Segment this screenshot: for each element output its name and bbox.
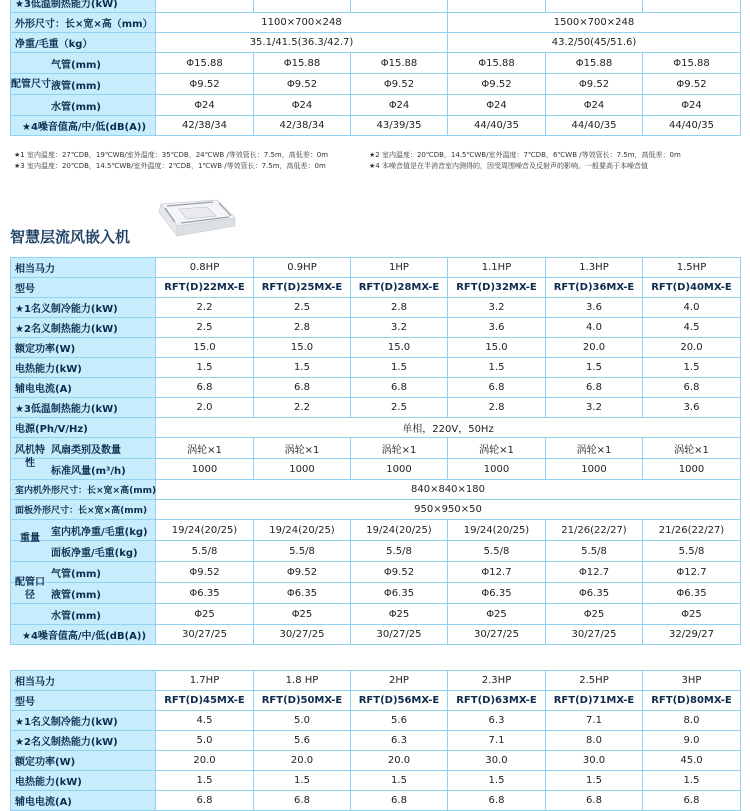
merged-cell: 840×840×180 (156, 480, 741, 500)
merged-cell: 单相，220V，50Hz (156, 418, 741, 438)
footnotes (14, 150, 744, 172)
table-row (11, 418, 741, 438)
table-cell: 3HP (643, 671, 741, 691)
table-cell: Φ25 (351, 604, 448, 625)
table-cell: RFT(D)50MX-E (254, 691, 351, 711)
table-row (11, 378, 741, 398)
table-cell (254, 0, 351, 13)
table-row (11, 625, 741, 645)
table-row (11, 771, 741, 791)
table-cell (546, 0, 643, 13)
table-row (11, 398, 741, 418)
table-row (11, 459, 741, 480)
table-cell: 5.5/8 (546, 541, 643, 562)
table-cell: 7.1 (448, 731, 546, 751)
row-label: 辅电电流(A) (11, 791, 156, 811)
table-cell: 44/40/35 (643, 116, 741, 136)
table-cell: 30.0 (546, 751, 643, 771)
table-cell: RFT(D)45MX-E (156, 691, 254, 711)
table-cell: 2.2 (156, 298, 254, 318)
table-cell: Φ9.52 (546, 74, 643, 95)
row-label: ★4噪音值高/中/低(dB(A)) (11, 625, 156, 645)
table-cell: 涡轮×1 (643, 438, 741, 459)
table-cell: 8.0 (546, 731, 643, 751)
table-cell: 2.0 (156, 398, 254, 418)
merged-cell: 35.1/41.5(36.3/42.7) (156, 33, 448, 53)
table-cell: 1.5 (546, 771, 643, 791)
table-cell: 15.0 (448, 338, 546, 358)
table-cell: 20.0 (351, 751, 448, 771)
table-cell: 0.9HP (254, 258, 351, 278)
table-cell: 6.8 (156, 791, 254, 811)
row-label: 面板净重/毛重(kg) (51, 547, 138, 559)
table-cell: RFT(D)32MX-E (448, 278, 546, 298)
table-cell: Φ6.35 (546, 583, 643, 604)
table-cell: 19/24(20/25) (448, 520, 546, 541)
row-label: 面板外形尺寸：长×宽×高(mm) (11, 500, 156, 520)
row-label: 电源(Ph/V/Hz) (11, 418, 156, 438)
footnote: ★4 本噪音值是在半消音室内测得的，因受周围噪音及反射声的影响，一般要高于本噪音值 (369, 162, 648, 170)
table-cell: Φ15.88 (546, 53, 643, 74)
merged-cell: 1100×700×248 (156, 13, 448, 33)
table-row (11, 318, 741, 338)
table-cell: 涡轮×1 (546, 438, 643, 459)
table-cell: 4.5 (643, 318, 741, 338)
group-label: 重量 (20, 533, 40, 544)
table-cell: 30/27/25 (254, 625, 351, 645)
table-cell: 1000 (351, 459, 448, 480)
table-cell: RFT(D)63MX-E (448, 691, 546, 711)
table-cell: 涡轮×1 (448, 438, 546, 459)
table-cell (351, 0, 448, 13)
row-label: 风扇类别及数量 (51, 444, 121, 456)
table-cell: 19/24(20/25) (156, 520, 254, 541)
row-label: 标准风量(m³/h) (51, 465, 126, 477)
row-label: ★3低温制热能力(kW) (11, 0, 156, 13)
table-cell: 3.6 (448, 318, 546, 338)
footnote: ★3 室内温度：20℃DB，14.5℃WB/室外温度：2℃DB，1℃WB /等效管长：7.5m，高低差：0m (14, 162, 326, 170)
table-row (11, 278, 741, 298)
table-cell: 1.8 HP (254, 671, 351, 691)
table-row (11, 671, 741, 691)
table-cell: 1.5 (643, 771, 741, 791)
table-cell: 1.5 (643, 358, 741, 378)
table-cell: 涡轮×1 (156, 438, 254, 459)
table-row (11, 74, 741, 95)
group-label: 风机特性 (15, 445, 45, 469)
row-label: 型号 (11, 691, 156, 711)
table-cell: 3.6 (546, 298, 643, 318)
table-row (11, 691, 741, 711)
table-row (11, 338, 741, 358)
table-cell: 20.0 (156, 751, 254, 771)
row-label: 室内机净重/毛重(kg) (51, 526, 148, 538)
table-cell: Φ9.52 (156, 74, 254, 95)
table-cell: 6.8 (351, 378, 448, 398)
table-cell: 5.5/8 (448, 541, 546, 562)
table-cell: 4.0 (643, 298, 741, 318)
table-cell: 45.0 (643, 751, 741, 771)
table-cell: 42/38/34 (254, 116, 351, 136)
table-cell: 19/24(20/25) (351, 520, 448, 541)
table-cell: 43/39/35 (351, 116, 448, 136)
row-label: 液管(mm) (51, 589, 101, 601)
table-cell: 涡轮×1 (254, 438, 351, 459)
table-cell: 30/27/25 (156, 625, 254, 645)
table-cell: 6.3 (351, 731, 448, 751)
table-cell: Φ6.35 (254, 583, 351, 604)
table-row (11, 562, 741, 583)
table-cell: RFT(D)71MX-E (546, 691, 643, 711)
table-cell: 30/27/25 (448, 625, 546, 645)
table-cell: 2.5 (156, 318, 254, 338)
table-row (11, 13, 741, 33)
table-cell: RFT(D)40MX-E (643, 278, 741, 298)
table-cell: 1.5 (351, 358, 448, 378)
table-cell: RFT(D)36MX-E (546, 278, 643, 298)
merged-cell: 43.2/50(45/51.6) (448, 33, 741, 53)
table-cell: Φ9.52 (643, 74, 741, 95)
table-row (11, 791, 741, 811)
table-cell: 15.0 (156, 338, 254, 358)
table-cell: 6.3 (448, 711, 546, 731)
table-cell: 2.2 (254, 398, 351, 418)
table-cell: 1.5HP (643, 258, 741, 278)
table-cell: 6.8 (254, 791, 351, 811)
table-row (11, 480, 741, 500)
merged-cell: 950×950×50 (156, 500, 741, 520)
table-cell: 19/24(20/25) (254, 520, 351, 541)
table-cell: Φ25 (643, 604, 741, 625)
table-cell: 5.5/8 (643, 541, 741, 562)
table-cell: 15.0 (351, 338, 448, 358)
row-label: 额定功率(W) (11, 751, 156, 771)
table-cell: 7.1 (546, 711, 643, 731)
table-cell: 5.0 (254, 711, 351, 731)
table-row (11, 541, 741, 562)
table-cell: Φ6.35 (448, 583, 546, 604)
table-cell: 5.0 (156, 731, 254, 751)
table-cell: 1000 (254, 459, 351, 480)
table-cell: 42/38/34 (156, 116, 254, 136)
spec-table-top (10, 0, 741, 136)
table-cell: Φ24 (448, 95, 546, 116)
spec-table-main (10, 257, 741, 645)
table-cell: 3.2 (546, 398, 643, 418)
table-cell: 3.2 (351, 318, 448, 338)
table-cell: 2.3HP (448, 671, 546, 691)
table-cell: 2.8 (254, 318, 351, 338)
row-label: ★4噪音值高/中/低(dB(A)) (11, 116, 156, 136)
row-label: ★3低温制热能力(kW) (11, 398, 156, 418)
table-cell: 1.3HP (546, 258, 643, 278)
table-cell: Φ6.35 (643, 583, 741, 604)
table-cell: Φ24 (254, 95, 351, 116)
table-cell: 6.8 (156, 378, 254, 398)
table-cell: 5.5/8 (254, 541, 351, 562)
row-label: ★2名义制热能力(kW) (11, 731, 156, 751)
table-cell: 2.8 (351, 298, 448, 318)
table-row (11, 116, 741, 136)
table-row (11, 95, 741, 116)
table-row (11, 731, 741, 751)
table-cell: 3.6 (643, 398, 741, 418)
table-row (11, 583, 741, 604)
table-cell: 1000 (156, 459, 254, 480)
table-cell: 4.5 (156, 711, 254, 731)
table-cell: 6.8 (448, 378, 546, 398)
table-cell: RFT(D)56MX-E (351, 691, 448, 711)
table-row (11, 258, 741, 278)
table-cell: 6.8 (351, 791, 448, 811)
table-cell: 1000 (546, 459, 643, 480)
table-cell: 1.5 (448, 358, 546, 378)
table-row (11, 711, 741, 731)
table-cell: Φ9.52 (254, 74, 351, 95)
table-row (11, 298, 741, 318)
row-label: 水管(mm) (51, 610, 101, 622)
table-cell: Φ24 (156, 95, 254, 116)
table-cell: Φ12.7 (546, 562, 643, 583)
row-label: ★1名义制冷能力(kW) (11, 298, 156, 318)
table-cell: 8.0 (643, 711, 741, 731)
row-label: 电热能力(kW) (11, 358, 156, 378)
table-row (11, 358, 741, 378)
cassette-unit-image (141, 196, 237, 246)
row-label: 净重/毛重（kg） (11, 33, 156, 53)
row-label: 型号 (11, 278, 156, 298)
table-cell: 6.8 (546, 378, 643, 398)
table-cell: 6.8 (643, 378, 741, 398)
table-cell: 1HP (351, 258, 448, 278)
table-cell: 涡轮×1 (351, 438, 448, 459)
table-row (11, 0, 741, 13)
table-cell: Φ15.88 (448, 53, 546, 74)
table-cell: 5.5/8 (351, 541, 448, 562)
table-row (11, 33, 741, 53)
footnote: ★2 室内温度：20℃DB，14.5℃WB/室外温度：7℃DB，6℃WB /等效管长：7.5m，高低差：0m (369, 151, 681, 159)
table-cell: Φ15.88 (254, 53, 351, 74)
table-cell: 20.0 (254, 751, 351, 771)
table-row (11, 53, 741, 74)
table-cell: 9.0 (643, 731, 741, 751)
table-cell: 32/29/27 (643, 625, 741, 645)
merged-cell: 1500×700×248 (448, 13, 741, 33)
table-cell: 2.8 (448, 398, 546, 418)
table-cell: Φ24 (351, 95, 448, 116)
table-cell: Φ12.7 (643, 562, 741, 583)
table-cell: 6.8 (546, 791, 643, 811)
table-cell: 21/26(22/27) (546, 520, 643, 541)
table-row (11, 604, 741, 625)
table-cell: 2HP (351, 671, 448, 691)
row-label: 额定功率(W) (11, 338, 156, 358)
table-cell: Φ25 (546, 604, 643, 625)
table-cell: 21/26(22/27) (643, 520, 741, 541)
table-cell: Φ15.88 (351, 53, 448, 74)
table-row (11, 751, 741, 771)
table-cell: 44/40/35 (546, 116, 643, 136)
section-title: 智慧层流风嵌入机 (10, 228, 131, 246)
table-cell: 30.0 (448, 751, 546, 771)
table-cell: RFT(D)22MX-E (156, 278, 254, 298)
row-label: 外形尺寸：长×宽×高（mm） (11, 13, 156, 33)
row-label: 相当马力 (11, 258, 156, 278)
table-cell: 1.1HP (448, 258, 546, 278)
table-cell: Φ9.52 (448, 74, 546, 95)
row-label: 相当马力 (11, 671, 156, 691)
table-cell: 20.0 (546, 338, 643, 358)
table-cell: Φ24 (546, 95, 643, 116)
table-cell: 44/40/35 (448, 116, 546, 136)
table-cell: 1.5 (546, 358, 643, 378)
table-cell: 30/27/25 (546, 625, 643, 645)
table-cell: Φ24 (643, 95, 741, 116)
table-cell: 30/27/25 (351, 625, 448, 645)
table-cell: 20.0 (643, 338, 741, 358)
table-cell (448, 0, 546, 13)
table-cell: Φ25 (156, 604, 254, 625)
table-cell: Φ15.88 (643, 53, 741, 74)
table-cell: Φ9.52 (351, 74, 448, 95)
table-cell: 2.5HP (546, 671, 643, 691)
table-cell: Φ25 (448, 604, 546, 625)
table-cell: 5.6 (351, 711, 448, 731)
row-label: 液管(mm) (51, 80, 101, 92)
footnote: ★1 室内温度：27℃DB，19℃WB/室外温度：35℃DB，24℃WB /等效管长：7.5m，高低差：0m (14, 151, 329, 159)
table-cell: 1.5 (156, 771, 254, 791)
table-cell: Φ9.52 (351, 562, 448, 583)
table-cell: Φ25 (254, 604, 351, 625)
table-cell: 6.8 (254, 378, 351, 398)
table-cell: 1.5 (254, 771, 351, 791)
row-label: 气管(mm) (51, 59, 101, 71)
row-label: 室内机外形尺寸：长×宽×高(mm) (11, 480, 156, 500)
row-label: 电热能力(kW) (11, 771, 156, 791)
table-cell: 5.5/8 (156, 541, 254, 562)
row-label: ★2名义制热能力(kW) (11, 318, 156, 338)
table-row (11, 520, 741, 541)
table-cell: 2.5 (351, 398, 448, 418)
table-cell (643, 0, 741, 13)
spec-table-second (10, 670, 741, 811)
table-cell: Φ6.35 (156, 583, 254, 604)
table-cell: 2.5 (254, 298, 351, 318)
table-cell: 0.8HP (156, 258, 254, 278)
table-cell: 1.5 (448, 771, 546, 791)
table-cell: 3.2 (448, 298, 546, 318)
table-cell: Φ9.52 (254, 562, 351, 583)
group-label: 配管口径 (15, 577, 45, 601)
row-label: 辅电电流(A) (11, 378, 156, 398)
table-cell: 1000 (448, 459, 546, 480)
table-cell: RFT(D)28MX-E (351, 278, 448, 298)
table-cell: RFT(D)25MX-E (254, 278, 351, 298)
table-cell: RFT(D)80MX-E (643, 691, 741, 711)
table-cell: Φ12.7 (448, 562, 546, 583)
group-label: 配管尺寸 (11, 78, 51, 90)
table-cell: 15.0 (254, 338, 351, 358)
table-cell: Φ15.88 (156, 53, 254, 74)
table-cell (156, 0, 254, 13)
table-cell: 6.8 (643, 791, 741, 811)
table-cell: 5.6 (254, 731, 351, 751)
table-cell: 6.8 (448, 791, 546, 811)
table-cell: 4.0 (546, 318, 643, 338)
table-row (11, 500, 741, 520)
table-cell: 1000 (643, 459, 741, 480)
table-cell: 1.5 (254, 358, 351, 378)
row-label: 气管(mm) (51, 568, 101, 580)
table-row (11, 438, 741, 459)
table-cell: 1.5 (351, 771, 448, 791)
row-label: 水管(mm) (51, 101, 101, 113)
table-cell: Φ6.35 (351, 583, 448, 604)
row-label: ★1名义制冷能力(kW) (11, 711, 156, 731)
table-cell: 1.7HP (156, 671, 254, 691)
table-cell: Φ9.52 (156, 562, 254, 583)
table-cell: 1.5 (156, 358, 254, 378)
